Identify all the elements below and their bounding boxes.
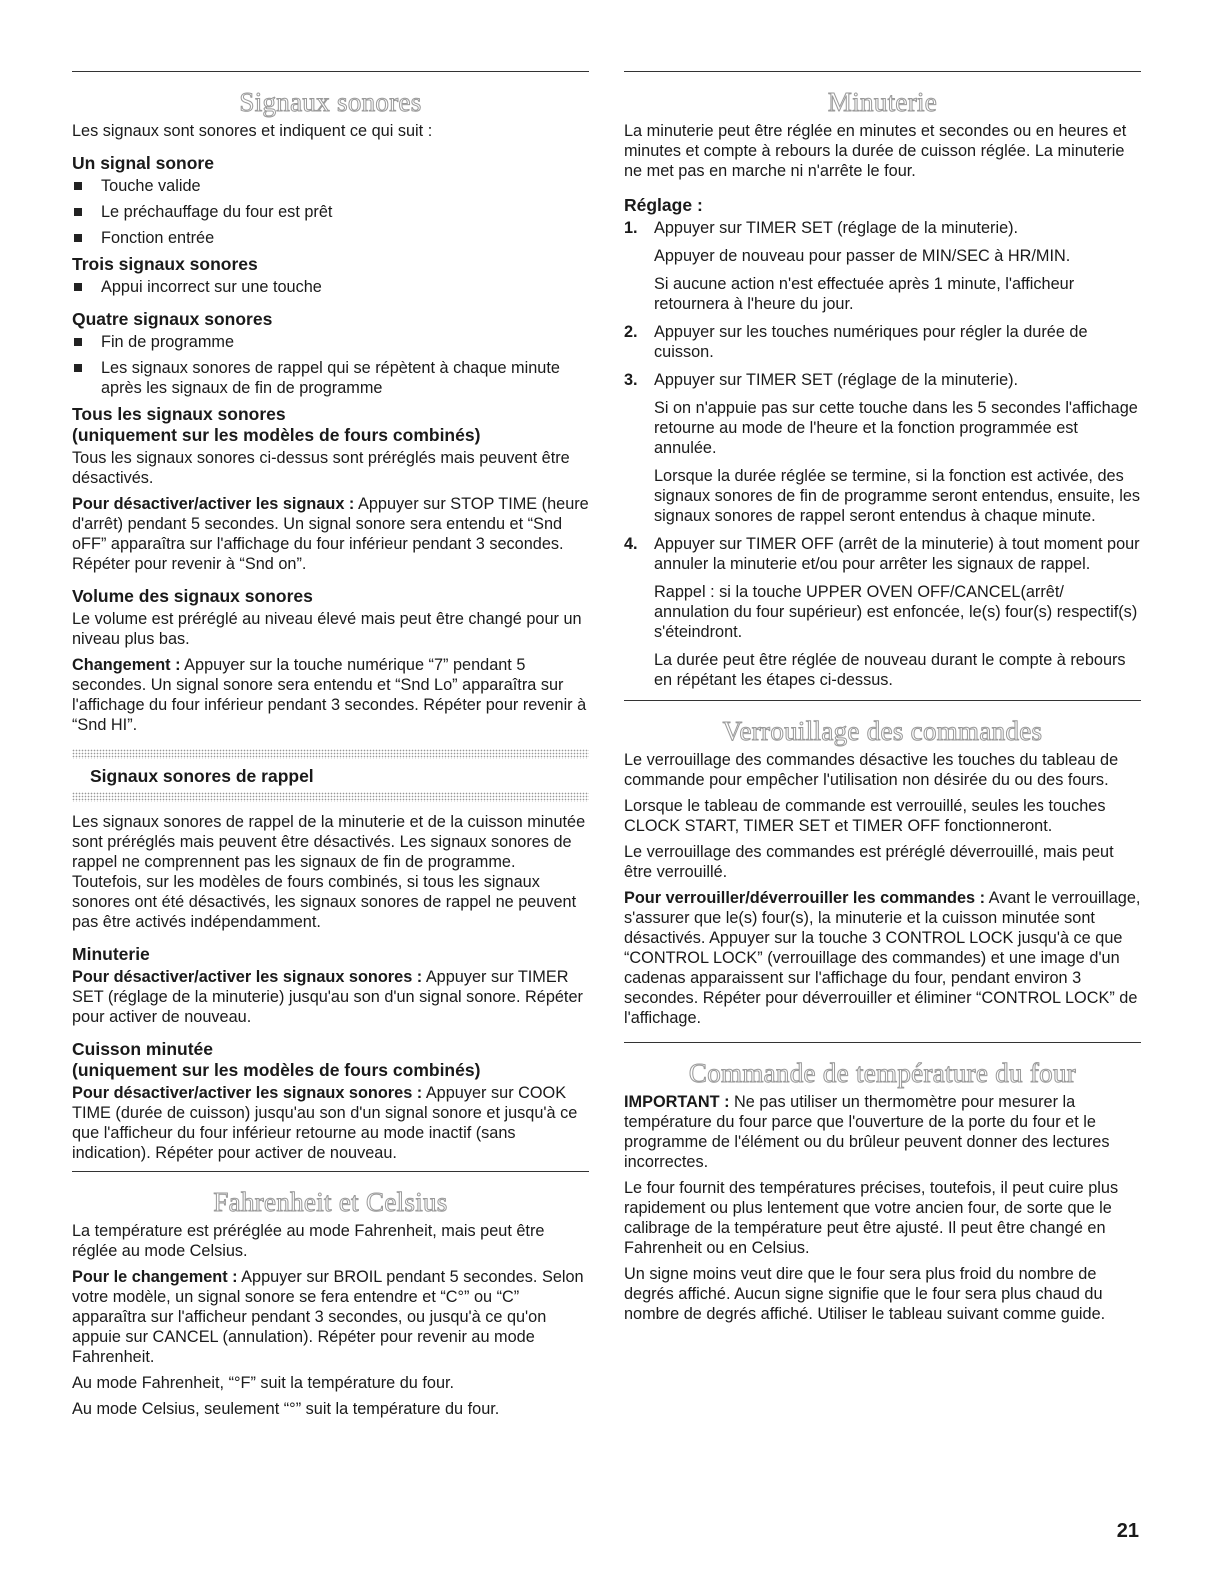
section-rule <box>624 1042 1141 1043</box>
steps-list <box>624 218 1141 690</box>
heading-minuterie-rappel: Minuterie <box>72 944 150 964</box>
section-title-minuterie: Minuterie <box>827 87 938 117</box>
heading-trois-signaux: Trois signaux sonores <box>72 254 258 274</box>
tous-signaux-instruction <box>72 494 589 574</box>
temperature-important <box>624 1092 1141 1172</box>
step-number: 3. <box>624 371 638 389</box>
list-item: Les signaux sonores de rappel qui se répètent à chaque minute après les signaux de fin de programme <box>72 358 589 398</box>
list-item: Fin de programme <box>72 332 589 352</box>
step-number: 1. <box>624 219 638 237</box>
step-text: Rappel : si la touche UPPER OVEN OFF/CANCEL(arrêt/ annulation du four supérieur) est enfoncée, le(s) four(s) respectif(s) s'éteindront. <box>654 583 1138 641</box>
volume-text: Le volume est préréglé au niveau élevé mais peut être changé pour un niveau plus bas. <box>72 610 582 648</box>
verrouillage-p2: Lorsque le tableau de commande est verrouillé, seules les touches CLOCK START, TIMER SET et TIMER OFF fonctionneront. <box>624 797 1106 835</box>
section-rule <box>624 700 1141 701</box>
section-title-verrouillage: Verrouillage des commandes <box>722 716 1043 746</box>
instruction-text: Appuyer sur TIMER SET (réglage de la minuterie) jusqu'au son d'un signal sonore. Répéter pour activer de nouveau. <box>72 968 583 1026</box>
bold-label: Changement : <box>72 656 181 674</box>
rappel-text: Les signaux sonores de rappel de la minuterie et de la cuisson minutée sont préréglés mais peuvent être désactivés. Les signaux sonores de rappel ne comprennent pas les signaux de fin de programme. Toutefois, sur les modèles de fours combinés, si tous les signaux sonores ont été désactivés, les signaux sonores de rappel ne peuvent pas être activés indépendamment. <box>72 813 586 931</box>
instruction-text: Avant le verrouillage, s'assurer que le(s) four(s), la minuterie et la cuisson minutée sont désactivés. Appuyer sur la touche 3 CONTROL LOCK jusqu'à ce que “CONTROL LOCK” (verrouillage des commandes) et une image d'un cadenas apparaissent sur l'affichage du four, pendant environ 3 secondes. Répéter pour déverrouiller et éliminer “CONTROL LOCK” de l'affichage. <box>624 889 1141 1027</box>
bold-label: Pour verrouiller/déverrouiller les commandes : <box>624 889 986 907</box>
step-item <box>624 370 1141 526</box>
list-quatre-signaux <box>72 332 589 398</box>
heading-tous-signaux: Tous les signaux sonores <box>72 404 286 424</box>
fahrenheit-text: La température est préréglée au mode Fahrenheit, mais peut être réglée au mode Celsius. <box>72 1222 545 1260</box>
section-title-signaux: Signaux sonores <box>239 87 422 117</box>
minuterie-intro: La minuterie peut être réglée en minutes et secondes ou en heures et minutes et compte à rebours la durée de cuisson réglée. La minuterie ne met pas en marche ni n'arrête le four. <box>624 122 1127 180</box>
instruction-text: Appuyer sur la touche numérique “7” pendant 5 secondes. Un signal sonore sera entendu et “Snd Lo” apparaîtra sur l'affichage du four inférieur pendant 3 secondes. Répéter pour revenir à “Snd HI”. <box>72 656 587 734</box>
bold-label: Pour désactiver/activer les signaux sonores : <box>72 1084 423 1102</box>
step-item <box>624 218 1141 314</box>
heading-quatre-signaux: Quatre signaux sonores <box>72 309 273 329</box>
step-item <box>624 534 1141 690</box>
fahrenheit-instruction <box>72 1267 589 1367</box>
heading-tous-signaux-sub: (uniquement sur les modèles de fours combinés) <box>72 425 481 445</box>
verrouillage-instruction <box>624 888 1141 1028</box>
minuterie-rappel-instruction <box>72 967 589 1027</box>
instruction-text: Appuyer sur STOP TIME (heure d'arrêt) pendant 5 secondes. Un signal sonore sera entendu et “Snd oFF” apparaîtra sur l'affichage du four inférieur pendant 3 secondes. Répéter pour revenir à “Snd on”. <box>72 495 589 573</box>
instruction-text: Appuyer sur COOK TIME (durée de cuisson) jusqu'au son d'un signal sonore et jusqu'à ce que l'afficheur du four inférieur retourne au mode inactif (sans indication). Répéter pour activer de nouveau. <box>72 1084 578 1162</box>
step-number: 4. <box>624 535 638 553</box>
heading-cuisson-sub: (uniquement sur les modèles de fours combinés) <box>72 1060 481 1080</box>
verrouillage-p1: Le verrouillage des commandes désactive les touches du tableau de commande pour empêcher l'utilisation non désirée du ou des fours. <box>624 751 1119 789</box>
cuisson-instruction <box>72 1083 589 1163</box>
step-text: Appuyer sur TIMER OFF (arrêt de la minuterie) à tout moment pour annuler la minuterie et/ou pour arrêter les signaux de rappel. <box>654 535 1140 573</box>
section-rule <box>72 71 589 72</box>
step-text: Lorsque la durée réglée se termine, si la fonction est activée, des signaux sonores de fin de programme seront entendus, ensuite, les signaux sonores de rappel seront entendus à chaque minute. <box>654 467 1141 525</box>
step-text: Appuyer de nouveau pour passer de MIN/SEC à HR/MIN. <box>654 247 1071 265</box>
bold-label: Pour désactiver/activer les signaux sonores : <box>72 968 423 986</box>
step-text: Si on n'appuie pas sur cette touche dans les 5 secondes l'affichage retourne au mode de l'heure et la fonction programmée est annulée. <box>654 399 1138 457</box>
list-trois-signaux <box>72 277 589 297</box>
list-item: Appui incorrect sur une touche <box>72 277 589 297</box>
step-text: Si aucune action n'est effectuée après 1 minute, l'afficheur retournera à l'heure du jour. <box>654 275 1075 313</box>
right-column <box>624 71 1141 1330</box>
section-title-fahrenheit: Fahrenheit et Celsius <box>213 1187 448 1217</box>
heading-volume: Volume des signaux sonores <box>72 586 313 606</box>
bold-label: Pour le changement : <box>72 1268 238 1286</box>
heading-cuisson: Cuisson minutée <box>72 1039 213 1059</box>
subsection-title-rappel: Signaux sonores de rappel <box>90 766 314 786</box>
step-text: Appuyer sur TIMER SET (réglage de la minuterie). <box>654 371 1019 389</box>
page-number: 21 <box>1116 1520 1139 1542</box>
subsection-rappel <box>72 749 589 802</box>
section-title-temperature: Commande de température du four <box>688 1058 1077 1088</box>
step-number: 2. <box>624 323 638 341</box>
step-text: Appuyer sur TIMER SET (réglage de la minuterie). <box>654 219 1019 237</box>
section-rule <box>72 1171 589 1172</box>
heading-reglage: Réglage : <box>624 195 703 215</box>
fahrenheit-line-f: Au mode Fahrenheit, “°F” suit la température du four. <box>72 1374 455 1392</box>
instruction-text: Ne pas utiliser un thermomètre pour mesurer la température du four parce que l'ouverture de la porte du four et le programme de l'élément ou du brûleur peuvent donner des lectures incorrectes. <box>624 1093 1110 1171</box>
section-rule <box>624 71 1141 72</box>
verrouillage-p3: Le verrouillage des commandes est préréglé déverrouillé, mais peut être verrouillé. <box>624 843 1114 881</box>
bold-label: IMPORTANT : <box>624 1093 730 1111</box>
step-text: Appuyer sur les touches numériques pour régler la durée de cuisson. <box>654 323 1088 361</box>
volume-instruction <box>72 655 589 735</box>
step-text: La durée peut être réglée de nouveau durant le compte à rebours en répétant les étapes ci-dessus. <box>654 651 1126 689</box>
step-item <box>624 322 1141 362</box>
dotted-band <box>72 749 589 759</box>
temperature-p3: Un signe moins veut dire que le four sera plus froid du nombre de degrés affiché. Aucun signe signifie que le four sera plus chaud du nombre de degrés affiché. Utiliser le tableau suivant comme guide. <box>624 1265 1106 1323</box>
temperature-p2: Le four fournit des températures précises, toutefois, il peut cuire plus rapidement ou plus lentement que votre ancien four, de sorte que le calibrage de la température peut être ajusté. Il peut être changé en Fahrenheit ou en Celsius. <box>624 1179 1119 1257</box>
list-item: Fonction entrée <box>72 228 589 248</box>
list-un-signal <box>72 176 589 248</box>
instruction-text: Appuyer sur BROIL pendant 5 secondes. Selon votre modèle, un signal sonore se fera entendre et “C°” ou “C” apparaîtra sur l'afficheur pendant 3 secondes, ou jusqu'à ce qu'on appuie sur CANCEL (annulation). Répéter pour revenir au mode Fahrenheit. <box>72 1268 584 1366</box>
list-item: Touche valide <box>72 176 589 196</box>
list-item: Le préchauffage du four est prêt <box>72 202 589 222</box>
tous-signaux-text: Tous les signaux sonores ci-dessus sont préréglés mais peuvent être désactivés. <box>72 449 570 487</box>
dotted-band <box>72 792 589 802</box>
heading-un-signal: Un signal sonore <box>72 153 214 173</box>
signaux-intro: Les signaux sont sonores et indiquent ce qui suit : <box>72 122 433 140</box>
bold-label: Pour désactiver/activer les signaux : <box>72 495 355 513</box>
fahrenheit-line-c: Au mode Celsius, seulement “°” suit la température du four. <box>72 1400 500 1418</box>
left-column <box>72 71 589 1425</box>
